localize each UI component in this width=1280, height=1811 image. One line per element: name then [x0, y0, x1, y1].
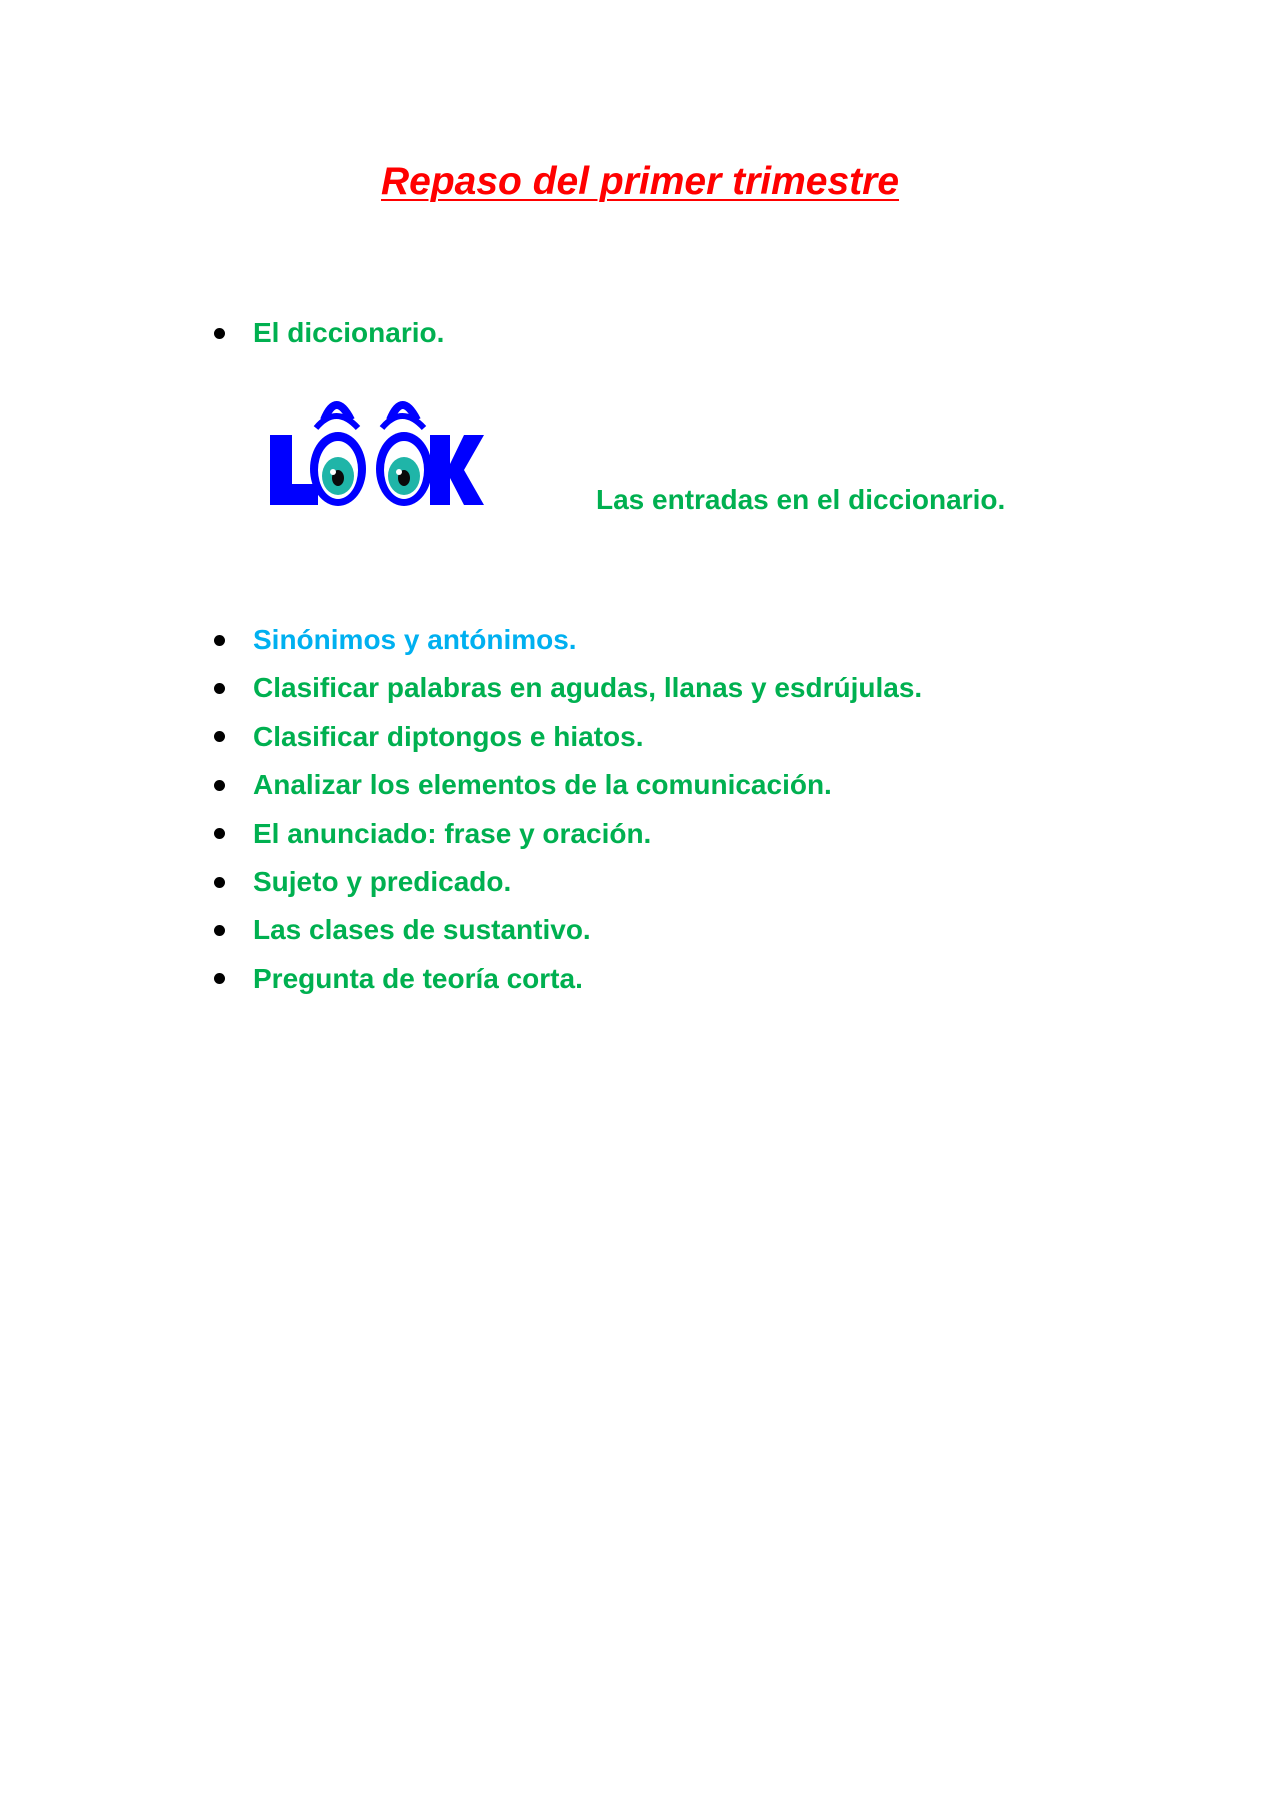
document-title: Repaso del primer trimestre	[380, 160, 900, 203]
list-item	[214, 959, 583, 999]
list-item-text: Sinónimos y antónimos.	[253, 624, 577, 655]
list-item-text: El anunciado: frase y oración.	[253, 817, 652, 849]
right-eye-highlight	[396, 469, 402, 475]
bullet-dot-icon	[214, 683, 225, 694]
list-item-text: Clasificar diptongos e hiatos.	[253, 720, 644, 752]
list-item	[214, 717, 644, 757]
list-item-text: El diccionario.	[253, 317, 445, 348]
list-item-text: Analizar los elementos de la comunicación.	[253, 769, 832, 801]
list-item	[214, 765, 832, 805]
list-item-text: Sujeto y predicado.	[253, 866, 512, 897]
graphic-caption: Las entradas en el diccionario.	[596, 484, 1006, 515]
bullet-dot-icon	[214, 925, 225, 936]
list-item-diccionario	[214, 313, 444, 353]
left-eye-highlight	[330, 469, 336, 475]
letter-k-shape	[430, 435, 484, 505]
list-item	[214, 862, 511, 902]
bullet-dot-icon	[214, 731, 225, 742]
list-item	[214, 910, 591, 950]
list-item	[214, 620, 577, 660]
bullet-dot-icon	[214, 328, 225, 339]
bullet-dot-icon	[214, 828, 225, 839]
list-item-text: Las clases de sustantivo.	[253, 914, 591, 946]
bullet-dot-icon	[214, 973, 225, 984]
look-eyes-clipart-icon	[266, 390, 486, 508]
list-item	[214, 814, 651, 854]
bullet-dot-icon	[214, 635, 225, 646]
bullet-dot-icon	[214, 780, 225, 791]
bullet-dot-icon	[214, 877, 225, 888]
list-item	[214, 668, 922, 708]
list-item-text: Pregunta de teoría corta.	[253, 962, 583, 994]
list-item-text: Clasificar palabras en agudas, llanas y esdrújulas.	[253, 672, 923, 704]
